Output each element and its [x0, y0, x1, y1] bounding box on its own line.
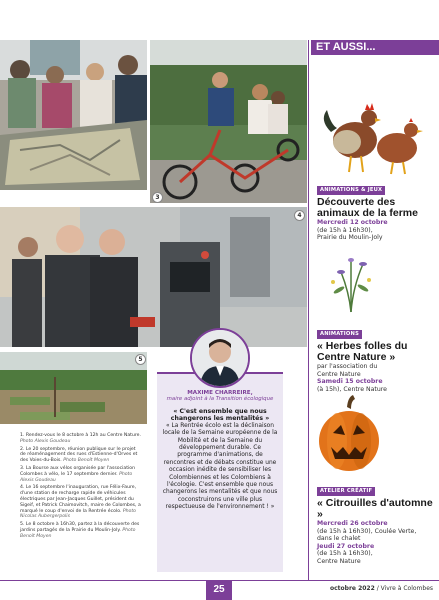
event-date: Mercredi 12 octobre — [317, 219, 388, 226]
farm-animals-image — [317, 80, 435, 180]
pumpkin-image — [317, 395, 381, 475]
event-tag: ANIMATIONS — [317, 330, 362, 339]
sidebar-header: ET AUSSI... — [311, 40, 439, 55]
event-date: Mercredi 26 octobre — [317, 520, 388, 527]
event-date: Samedi 15 octobre — [317, 378, 383, 385]
quote-author-name: MAXIME CHARREIRE, — [187, 390, 253, 396]
caption-5: 5. Le 8 octobre à 16h30, partez à la découverte des jardins partagés de la Prairie du Moulin-Joly. Photo Benoît Moyen — [20, 522, 140, 539]
event-title: « Herbes folles du Centre Nature » — [317, 340, 408, 363]
caption-3: 3. La Bourse aux vélos organisée par l'association Colombes à vélo, le 17 septembre dernier. Photo Alexis Goudeau — [20, 465, 136, 483]
event-time: (de 15h à 16h30), Coulée Verte, — [317, 527, 417, 535]
event-place: Prairie du Moulin-Joly — [317, 234, 383, 241]
event-farm — [317, 176, 437, 242]
event-date-2: Jeudi 27 octobre — [317, 542, 375, 550]
footer-magazine: / Vivre à Colombes — [376, 585, 434, 592]
wild-herbs-image — [321, 252, 381, 314]
event-tag: ATELIER CRÉATIF — [317, 487, 375, 496]
footer-date: octobre 2022 — [330, 585, 375, 592]
event-time: (de 15h à 16h30), — [317, 226, 373, 234]
event-place: (à 15h), Centre Nature — [317, 385, 387, 393]
event-place-2: Centre Nature — [317, 557, 361, 565]
photo-charging-station — [0, 207, 307, 347]
event-time-2: (de 15h à 16h30), — [317, 550, 373, 557]
caption-4: 4. Le 16 septembre l'inauguration, rue Félix-Faure, d'une station de recharge rapide de véhicules électriques par Jean-Jacques Guillet, président du Sigeif, et Patrick Chaimovitch, maire de Colombes, a marqué le coup d'envoi de la Rentrée écolo. Photo Nicolas Aubergerpolis — [20, 485, 141, 520]
column-divider — [308, 40, 309, 580]
photo-number-5: 5 — [135, 354, 146, 365]
caption-1: 1. Rendez-vous le 8 octobre à 12h au Centre Nature. Photo Alexis Goudeau — [20, 433, 141, 444]
event-tag: ANIMATIONS & JEUX — [317, 186, 385, 195]
caption-2: 2. Le 20 septembre, réunion publique sur le projet de réaménagement des rues d'Estienne-d'Orves et des Voies-du-Bois. Photo Benoît Moyen — [20, 446, 138, 464]
quote-body: « La Rentrée écolo est la déclinaison locale de la Semaine européenne de la Mobilité et de la Semaine du développement durable. Ce programme d'animations, de rencontres et de débats constitue une occasion inédite de sensibiliser les Colombiennes et les Colombiens à l'écologie. C'est ensemble que nous changerons les mentalités et que nous coconstruirons une ville plus respectueuse de l'environnement ! » — [162, 422, 278, 511]
sidebar-et-aussi — [311, 40, 439, 580]
event-pumpkins — [317, 477, 437, 565]
photo-captions — [20, 433, 142, 542]
photo-number-3: 3 — [152, 192, 163, 203]
event-title: « Citrouilles d'automne » — [317, 497, 433, 520]
quote-content — [162, 390, 278, 512]
photo-bike-fair — [150, 40, 307, 203]
event-place: dans le chalet — [317, 535, 361, 542]
event-title: Découverte des animaux de la ferme — [317, 196, 418, 219]
event-herbs — [317, 320, 437, 393]
quote-headline: « C'est ensemble que nous changerons les mentalités » — [170, 407, 270, 423]
quote-author-role: maire adjoint à la Transition écologique — [166, 396, 274, 402]
avatar — [190, 328, 250, 388]
photo-map-meeting — [0, 40, 147, 190]
photo-shared-gardens — [0, 352, 147, 424]
footer-issue — [330, 585, 433, 592]
photo-number-4: 4 — [294, 210, 305, 221]
page-number: 25 — [206, 580, 232, 600]
event-organizer: par l'association du — [317, 363, 378, 370]
event-organizer-2: Centre Nature — [317, 370, 361, 378]
